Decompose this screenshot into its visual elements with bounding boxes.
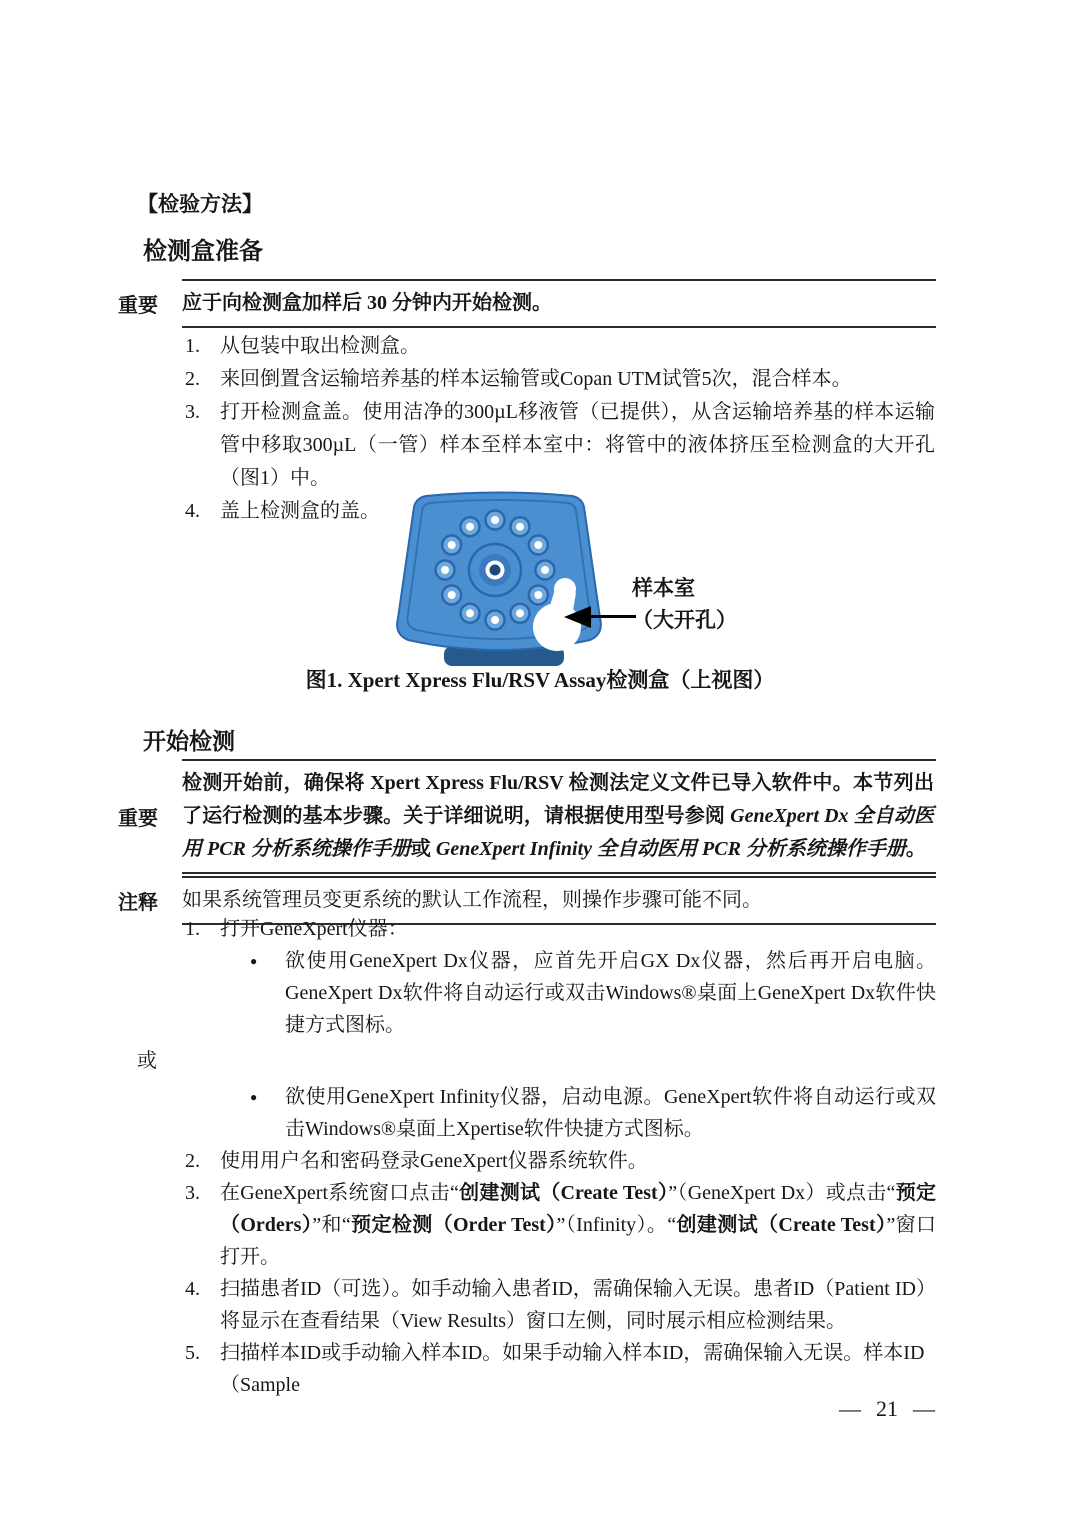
sample-chamber-callout xyxy=(632,572,737,636)
cartridge-graphic xyxy=(397,493,601,667)
callout-text-line2: （大开孔） xyxy=(632,608,737,632)
step-number: 1. xyxy=(185,918,200,940)
note-label: 注释 xyxy=(118,892,158,914)
list-item xyxy=(137,1177,936,1273)
page-number-dash-left: — xyxy=(839,1396,861,1421)
callout-arrow-line xyxy=(589,615,636,618)
important-label: 重要 xyxy=(118,295,158,317)
step-number: 3. xyxy=(185,1182,200,1204)
step-number: 2. xyxy=(185,1150,200,1172)
page-number-value: 21 xyxy=(876,1396,898,1421)
step-number: 5. xyxy=(185,1342,200,1364)
step-text: 打开检测盒盖。使用洁净的300µL移液管（已提供），从含运输培养基的样本运输管中移取300µL（一管）样本至样本室中：将管中的液体挤压至检测盒的大开孔（图1）中。 xyxy=(220,401,935,489)
list-item xyxy=(137,1081,936,1145)
list-item xyxy=(137,945,936,1041)
step-text: 扫描样本ID或手动输入样本ID。如果手动输入样本ID，需确保输入无误。样本ID（Sample xyxy=(220,1342,925,1396)
important-label: 重要 xyxy=(118,808,158,830)
step-number: 2. xyxy=(185,368,200,390)
important-text: 应于向检测盒加样后 30 分钟内开始检测。 xyxy=(182,279,936,328)
list-item xyxy=(185,396,935,495)
section-header-start-test: 开始检测 xyxy=(143,729,235,754)
bullet-icon: ● xyxy=(250,1090,258,1104)
step-text: 盖上检测盒的盖。 xyxy=(220,500,380,522)
bullet-icon: ● xyxy=(250,954,258,968)
step-text: 扫描患者ID（可选）。如手动输入患者ID，需确保输入无误。患者ID（Patient ID）将显示在查看结果（View Results）窗口左侧，同时展示相应检测结果。 xyxy=(220,1278,936,1332)
hub-hole xyxy=(490,565,501,576)
list-item xyxy=(137,913,936,945)
page-number xyxy=(839,1396,935,1422)
start-test-step-list xyxy=(137,913,936,1401)
page-number-dash-right: — xyxy=(913,1396,935,1421)
list-item xyxy=(185,363,935,396)
callout-arrow-head xyxy=(564,606,591,628)
step-number: 4. xyxy=(185,1278,200,1300)
step-number: 4. xyxy=(185,500,200,522)
note-text: 如果系统管理员变更系统的默认工作流程，则操作步骤可能不同。 xyxy=(182,876,936,925)
step-text: 打开GeneXpert仪器： xyxy=(220,918,408,940)
step-text: 来回倒置含运输培养基的样本运输管或Copan UTM试管5次，混合样本。 xyxy=(220,368,852,390)
step-text: 从包装中取出检测盒。 xyxy=(220,335,420,357)
step-number: 1. xyxy=(185,335,200,357)
list-item xyxy=(185,330,935,363)
list-item xyxy=(137,1273,936,1337)
bullet-text: 欲使用GeneXpert Dx仪器，应首先开启GX Dx仪器，然后再开启电脑。GeneXpert Dx软件将自动运行或双击Windows®桌面上GeneXpert Dx软件快捷方式图标。 xyxy=(285,950,936,1036)
callout-text-line1: 样本室 xyxy=(632,576,695,600)
list-item xyxy=(137,1337,936,1401)
section-header-test-method: 【检验方法】 xyxy=(137,192,263,216)
cartridge-top-view-illustration xyxy=(394,486,614,676)
figure1-caption: 图1. Xpert Xpress Flu/RSV Assay检测盒（上视图） xyxy=(305,668,775,692)
or-separator: 或 xyxy=(137,1050,157,1072)
bullet-text: 欲使用GeneXpert Infinity仪器，启动电源。GeneXpert软件将自动运行或双击Windows®桌面上Xpertise软件快捷方式图标。 xyxy=(285,1086,936,1140)
important-callout-adf xyxy=(118,759,936,874)
step-number: 3. xyxy=(185,401,200,423)
step-text: 使用用户名和密码登录GeneXpert仪器系统软件。 xyxy=(220,1150,648,1172)
important-text: 检测开始前，确保将 Xpert Xpress Flu/RSV 检测法定义文件已导入软件中。本节列出了运行检测的基本步骤。关于详细说明，请根据使用型号参阅 GeneXpert Dx 全自动医用 PCR 分析系统操作手册或 GeneXpert Infinity 全自动医用 PCR 分析系统操作手册。 xyxy=(182,759,936,874)
list-item xyxy=(137,1145,936,1177)
step-text: 在GeneXpert系统窗口点击“创建测试（Create Test）”（GeneXpert Dx）或点击“预定（Orders）”和“预定检测（Order Test）”（Infinity）。“创建测试（Create Test）”窗口打开。 xyxy=(220,1182,937,1268)
important-callout-sample-window xyxy=(118,279,936,328)
section-header-cartridge-prep: 检测盒准备 xyxy=(143,239,263,265)
